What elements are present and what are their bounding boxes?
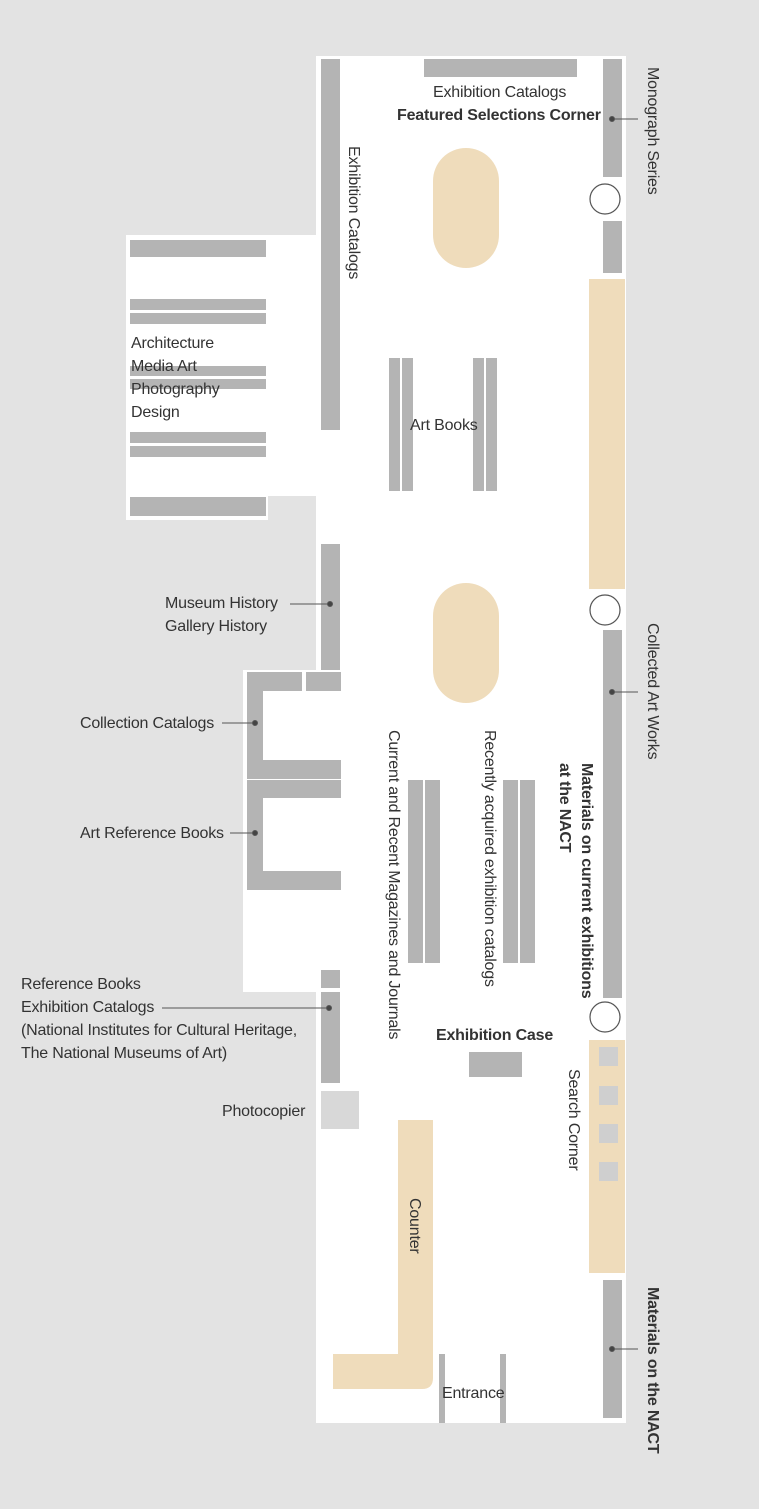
label-featured-top: Exhibition Catalogs — [433, 84, 567, 101]
label-reference-museums: The National Museums of Art) — [21, 1045, 228, 1062]
label-reference-exhibition: Exhibition Catalogs — [21, 999, 155, 1016]
label-exhibition-case: Exhibition Case — [436, 1027, 554, 1044]
bracket-mid-1 — [247, 760, 341, 779]
leader-dot-reference — [327, 1006, 332, 1011]
leader-dot-museum-history — [328, 602, 333, 607]
recent-shelf-2 — [520, 780, 535, 963]
label-collected-art-works: Collected Art Works — [644, 623, 661, 760]
shelf-museum-history — [321, 544, 340, 670]
label-architecture: Architecture — [131, 335, 214, 352]
label-materials-nact: Materials on the NACT — [644, 1287, 661, 1454]
leader-dot-art-reference — [253, 831, 258, 836]
search-terminal-2 — [599, 1086, 618, 1105]
wing-shelf-6 — [130, 432, 266, 443]
search-terminal-1 — [599, 1047, 618, 1066]
label-entrance: Entrance — [442, 1385, 505, 1402]
label-photocopier: Photocopier — [222, 1103, 306, 1120]
wing-shelf-8 — [130, 497, 266, 516]
label-art-reference: Art Reference Books — [80, 825, 224, 842]
table-right-long — [589, 279, 625, 589]
shelf-exhibition-catalogs — [321, 59, 340, 430]
label-current-magazines: Current and Recent Magazines and Journals — [385, 730, 402, 1040]
label-featured-bottom: Featured Selections Corner — [397, 107, 601, 124]
leader-dot-monograph — [610, 117, 615, 122]
search-terminal-4 — [599, 1162, 618, 1181]
label-reference-books: Reference Books — [21, 976, 141, 993]
shelf-right-2 — [603, 221, 622, 273]
art-books-shelf-4 — [486, 358, 497, 491]
leader-dot-collected — [610, 690, 615, 695]
magazine-shelf-1 — [408, 780, 423, 963]
label-design: Design — [131, 404, 180, 421]
search-corner-table — [589, 1040, 625, 1273]
magazine-shelf-2 — [425, 780, 440, 963]
leader-dot-materials-nact — [610, 1347, 615, 1352]
shelf-collected — [603, 630, 622, 998]
bracket-bottom — [247, 871, 341, 890]
wing-shelf-3 — [130, 313, 266, 324]
wing-shelf-1 — [130, 240, 266, 257]
wing-gap — [268, 496, 316, 522]
oval-table-1 — [433, 148, 499, 268]
oval-table-2 — [433, 583, 499, 703]
label-reference-institutes: (National Institutes for Cultural Heritage, — [21, 1022, 297, 1039]
photocopier-machine — [321, 1091, 359, 1129]
recent-shelf-1 — [503, 780, 518, 963]
label-collection-catalogs: Collection Catalogs — [80, 715, 215, 732]
exhibition-case-box — [469, 1052, 522, 1077]
label-gallery-history: Gallery History — [165, 618, 267, 635]
pillar-2 — [590, 595, 620, 625]
label-art-books: Art Books — [410, 417, 478, 434]
art-books-shelf-1 — [389, 358, 400, 491]
bracket-top-b — [306, 672, 341, 691]
pillar-3 — [590, 1002, 620, 1032]
label-museum-history: Museum History — [165, 595, 278, 612]
label-photography: Photography — [131, 381, 220, 398]
label-exhibition-catalogs: Exhibition Catalogs — [345, 146, 362, 280]
wing-shelf-2 — [130, 299, 266, 310]
shelf-featured — [424, 59, 577, 77]
wing-shelf-7 — [130, 446, 266, 457]
label-search-corner: Search Corner — [565, 1069, 582, 1171]
label-recently-acquired: Recently acquired exhibition catalogs — [481, 730, 498, 987]
label-materials-current-2: at the NACT — [556, 763, 573, 853]
label-media-art: Media Art — [131, 358, 197, 375]
label-counter: Counter — [406, 1198, 423, 1254]
leader-dot-collection — [253, 721, 258, 726]
label-materials-current-1: Materials on current exhibitions — [578, 763, 595, 999]
label-monograph-series: Monograph Series — [644, 67, 661, 195]
shelf-reference-small — [321, 970, 340, 988]
pillar-1 — [590, 184, 620, 214]
search-terminal-3 — [599, 1124, 618, 1143]
